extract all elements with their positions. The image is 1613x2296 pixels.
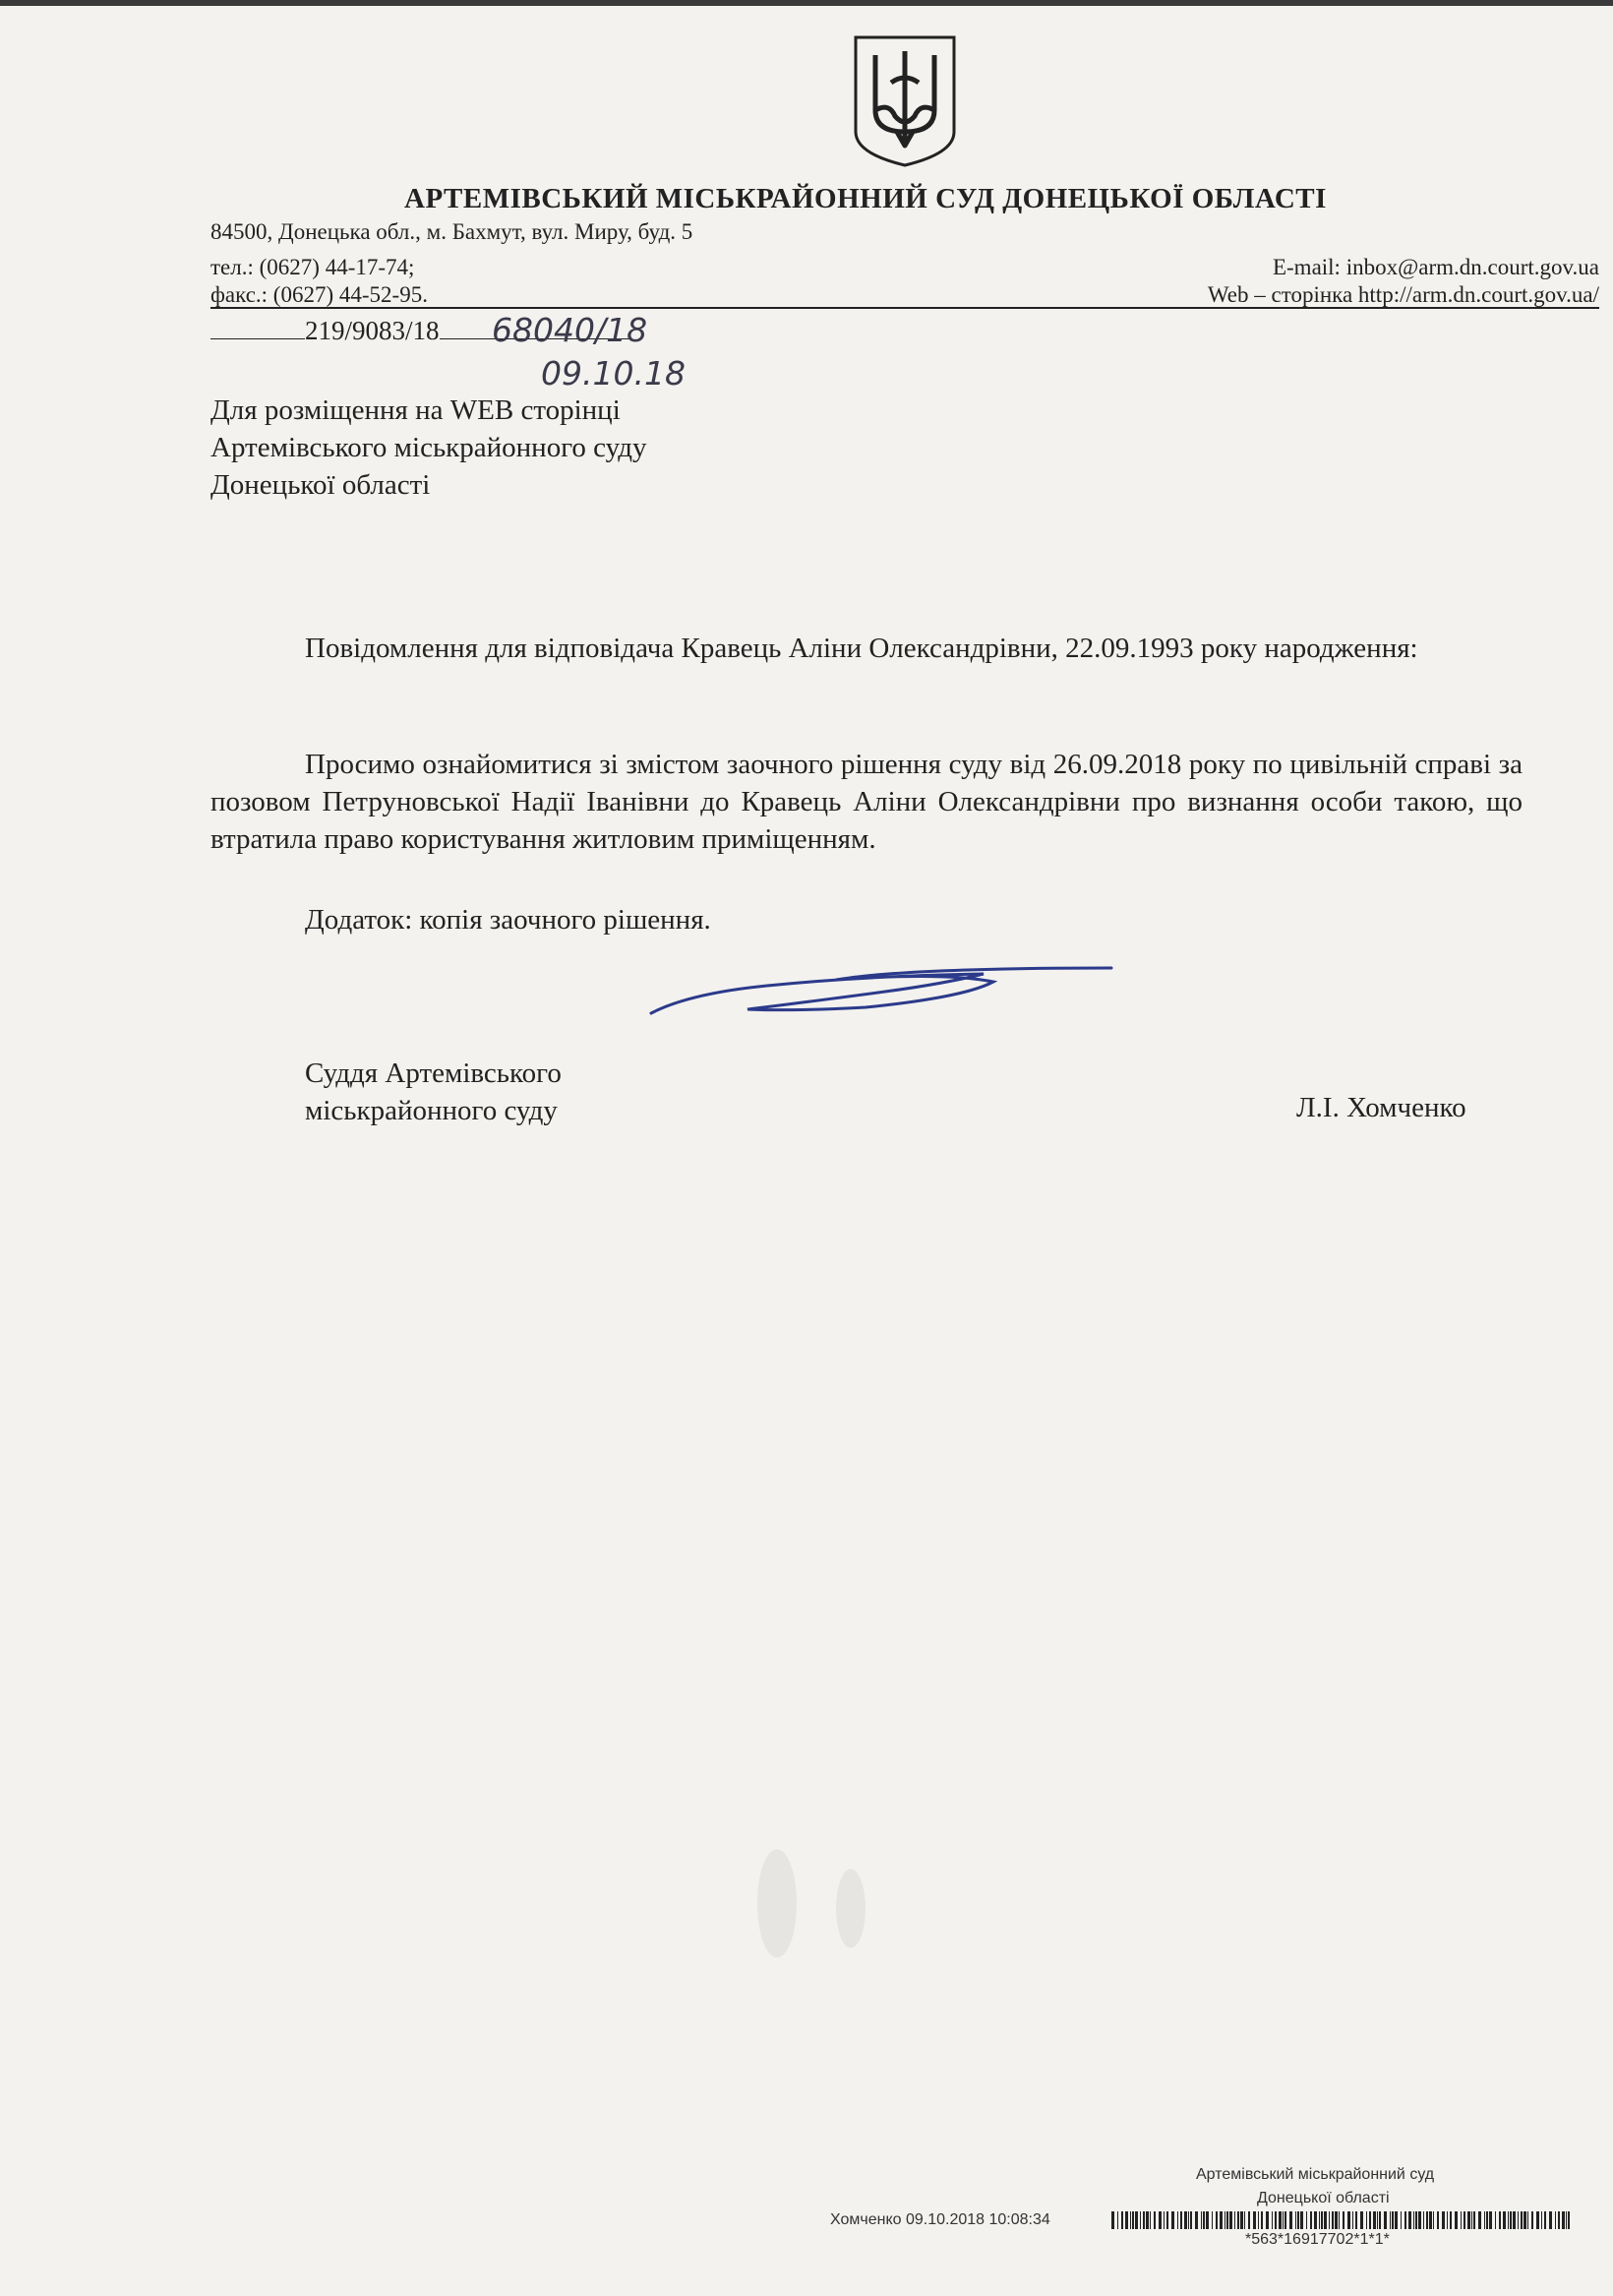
barcode-bar	[1188, 2211, 1189, 2229]
barcode-bar	[1216, 2211, 1218, 2229]
barcode-bar	[1544, 2211, 1546, 2229]
stamp-org-line: Донецької області	[1257, 2190, 1390, 2206]
barcode-bar	[1360, 2211, 1363, 2229]
barcode-bar	[1473, 2211, 1475, 2229]
barcode-bar	[1206, 2211, 1209, 2229]
barcode-bar	[1447, 2211, 1448, 2229]
barcode-bar	[1467, 2211, 1470, 2229]
barcode-bar	[1195, 2211, 1198, 2229]
barcode-bar	[1478, 2211, 1481, 2229]
barcode-bar	[1489, 2211, 1492, 2229]
barcode-bar	[1261, 2211, 1263, 2229]
barcode-bar	[1234, 2211, 1235, 2229]
barcode-bar	[1523, 2211, 1526, 2229]
barcode-graphic	[1111, 2211, 1574, 2229]
barcode-bar	[1369, 2211, 1371, 2229]
barcode-bar	[1486, 2211, 1488, 2229]
handwritten-number: 68040/18	[492, 311, 648, 349]
barcode-bar	[1562, 2211, 1565, 2229]
barcode-bar	[1237, 2211, 1239, 2229]
barcode-bar	[1226, 2211, 1228, 2229]
barcode-bar	[1401, 2211, 1402, 2229]
barcode-bar	[1395, 2211, 1398, 2229]
judge-title-line: Суддя Артемівського	[305, 1057, 562, 1089]
barcode-bar	[1531, 2211, 1533, 2229]
barcode-bar	[1510, 2211, 1512, 2229]
court-fax: факс.: (0627) 44-52-95.	[210, 282, 428, 307]
barcode-bar	[1450, 2211, 1452, 2229]
barcode-bar	[1558, 2211, 1560, 2229]
barcode-bar	[1284, 2211, 1286, 2229]
barcode-bar	[1135, 2211, 1138, 2229]
barcode-bar	[1384, 2211, 1387, 2229]
barcode-bar	[1335, 2211, 1338, 2229]
request-text: Просимо ознайомитися зі змістом заочного рішення суду від 26.09.2018 року по цивільній справі за позовом Петруновської Надії Іванівни до Кравець Аліни Олександрівни про визнання особи такою, що втратила право користування житловим приміщенням.	[210, 749, 1523, 855]
barcode-bar	[1464, 2211, 1465, 2229]
stamp-signed: Хомченко 09.10.2018 10:08:34	[830, 2211, 1050, 2228]
barcode-bar	[1184, 2211, 1187, 2229]
barcode-bar	[1314, 2211, 1317, 2229]
barcode-bar	[1248, 2211, 1250, 2229]
barcode-bar	[1329, 2211, 1330, 2229]
attachment-text: Додаток: копія заочного рішення.	[305, 904, 711, 936]
barcode-bar	[1455, 2211, 1458, 2229]
barcode-bar	[1171, 2211, 1174, 2229]
barcode-bar	[1413, 2211, 1414, 2229]
barcode-bar	[1117, 2211, 1118, 2229]
barcode-bar	[1471, 2211, 1472, 2229]
barcode-bar	[1164, 2211, 1165, 2229]
barcode-bar	[1513, 2211, 1516, 2229]
barcode-bar	[1352, 2211, 1353, 2229]
barcode-bar	[1347, 2211, 1350, 2229]
barcode-bar	[1390, 2211, 1391, 2229]
barcode-bar	[1289, 2211, 1292, 2229]
barcode-bar	[1306, 2211, 1307, 2229]
attachment-paragraph	[210, 901, 1523, 938]
court-web: Web – сторінка http://arm.dn.court.gov.ua/	[1207, 282, 1599, 307]
barcode-bar	[1426, 2211, 1428, 2229]
barcode-bar	[1150, 2211, 1151, 2229]
barcode-bar	[1418, 2211, 1421, 2229]
request-paragraph	[210, 746, 1523, 858]
barcode-bar	[1121, 2211, 1123, 2229]
barcode-bar	[1373, 2211, 1376, 2229]
barcode-bar	[1266, 2211, 1269, 2229]
barcode-bar	[1253, 2211, 1256, 2229]
barcode-bar	[1518, 2211, 1519, 2229]
court-name: АРТЕМІВСЬКИЙ МІСЬКРАЙОННИЙ СУД ДОНЕЦЬКОЇ ОБЛАСТІ	[404, 183, 1327, 214]
barcode-bar	[1229, 2211, 1232, 2229]
barcode-bar	[1130, 2211, 1131, 2229]
barcode-bar	[1203, 2211, 1205, 2229]
barcode-bar	[1154, 2211, 1156, 2229]
reference-blank	[210, 315, 305, 339]
barcode-bar	[1324, 2211, 1327, 2229]
barcode-bar	[1297, 2211, 1299, 2229]
handwritten-date: 09.10.18	[541, 354, 686, 393]
addressee-line: Для розміщення на WEB сторінці	[210, 394, 621, 426]
barcode-bar	[1132, 2211, 1134, 2229]
barcode-bar	[1111, 2211, 1114, 2229]
barcode-bar	[1190, 2211, 1192, 2229]
addressee-line: Артемівського міськрайонного суду	[210, 432, 647, 463]
barcode-bar	[1423, 2211, 1424, 2229]
trident-emblem-icon	[852, 33, 958, 169]
barcode-bar	[1568, 2211, 1570, 2229]
judge-name: Л.І. Хомченко	[1296, 1092, 1466, 1123]
barcode-bar	[1283, 2211, 1284, 2229]
case-number: 219/9083/18	[305, 316, 440, 345]
notice-paragraph	[210, 630, 1523, 667]
barcode-bar	[1240, 2211, 1243, 2229]
barcode-bar	[1220, 2211, 1223, 2229]
barcode-bar	[1180, 2211, 1182, 2229]
barcode-bar	[1536, 2211, 1539, 2229]
barcode-bar	[1442, 2211, 1445, 2229]
barcode-bar	[1201, 2211, 1202, 2229]
barcode-bar	[1437, 2211, 1439, 2229]
scan-smudge	[757, 1849, 797, 1958]
barcode-bar	[1258, 2211, 1259, 2229]
signature-scribble	[649, 964, 1121, 1023]
stamp-org-line: Артемівський міськрайонний суд	[1196, 2166, 1435, 2183]
barcode-bar	[1499, 2211, 1501, 2229]
barcode-bar	[1125, 2211, 1128, 2229]
barcode-bar	[1484, 2211, 1485, 2229]
judge-title	[305, 1055, 562, 1129]
scan-edge	[0, 0, 1613, 6]
barcode-bar	[1143, 2211, 1145, 2229]
barcode-bar	[1521, 2211, 1523, 2229]
addressee-block	[210, 392, 647, 504]
barcode-bar	[1433, 2211, 1434, 2229]
barcode-bar	[1503, 2211, 1506, 2229]
notice-text: Повідомлення для відповідача Кравець Аліни Олександрівни, 22.09.1993 року народження:	[305, 633, 1418, 664]
barcode-bar	[1379, 2211, 1381, 2229]
barcode-bar	[1461, 2211, 1462, 2229]
barcode-bar	[1366, 2211, 1367, 2229]
barcode-bar	[1244, 2211, 1245, 2229]
barcode-bar	[1321, 2211, 1323, 2229]
barcode-bar	[1166, 2211, 1168, 2229]
barcode-bar	[1555, 2211, 1556, 2229]
court-email: E-mail: inbox@arm.dn.court.gov.ua	[1272, 255, 1599, 279]
barcode-bar	[1332, 2211, 1334, 2229]
barcode-bar	[1339, 2211, 1340, 2229]
barcode-bar	[1541, 2211, 1542, 2229]
barcode-bar	[1272, 2211, 1273, 2229]
barcode-bar	[1279, 2211, 1282, 2229]
barcode-bar	[1177, 2211, 1178, 2229]
barcode-bar	[1355, 2211, 1357, 2229]
barcode-bar	[1377, 2211, 1378, 2229]
barcode-bar	[1508, 2211, 1509, 2229]
addressee-line: Донецької області	[210, 469, 431, 501]
barcode-bar	[1319, 2211, 1320, 2229]
barcode-bar	[1146, 2211, 1149, 2229]
stamp-code: *563*16917702*1*1*	[1245, 2231, 1390, 2248]
judge-title-line: міськрайонного суду	[305, 1095, 558, 1126]
barcode-bar	[1415, 2211, 1417, 2229]
barcode-bar	[1392, 2211, 1394, 2229]
barcode-bar	[1310, 2211, 1312, 2229]
barcode-bar	[1159, 2211, 1162, 2229]
barcode-bar	[1549, 2211, 1552, 2229]
scan-smudge	[836, 1869, 866, 1948]
barcode-bar	[1429, 2211, 1432, 2229]
barcode-bar	[1343, 2211, 1344, 2229]
barcode-bar	[1295, 2211, 1296, 2229]
barcode-bar	[1527, 2211, 1528, 2229]
court-phone: тел.: (0627) 44-17-74;	[210, 255, 415, 279]
barcode-bar	[1495, 2211, 1496, 2229]
court-address: 84500, Донецька обл., м. Бахмут, вул. Миру, буд. 5	[210, 219, 693, 244]
barcode-bar	[1566, 2211, 1567, 2229]
barcode-bar	[1212, 2211, 1213, 2229]
barcode-bar	[1404, 2211, 1406, 2229]
barcode-bar	[1275, 2211, 1277, 2229]
barcode-bar	[1300, 2211, 1303, 2229]
barcode-bar	[1140, 2211, 1141, 2229]
header-divider	[210, 307, 1599, 309]
barcode-bar	[1408, 2211, 1411, 2229]
